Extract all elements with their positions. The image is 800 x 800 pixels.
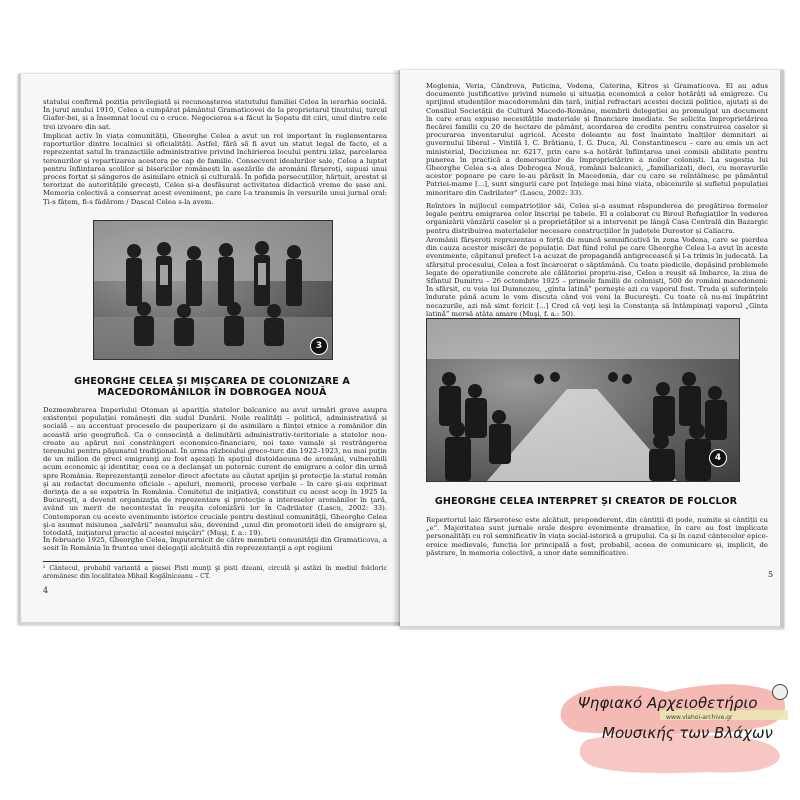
right-paragraph-3: Aromânii fărșeroți reprezentau o forță de muncă semnificativă în zona Vodena, care se pierdea din cauza acestor mișcări de populație. Dat fiind rolul pe care Gheorghe Celea l-a avut în aceste evenimente, căpitanul prefect l-a acuzat de propagandă antigrecească și l-a trimis în judecată. La sfârșitul procesului, Celea a fost încarcerat o săptămână. Cu toate piedicile, depășind problemele legate de operațiunile concrete ale călătoriei propriu-zise, Celea a reușit să îmbarce, la ziua de Sfântul Dumitru – 26 octombrie 1925 – primele familii de coloniști, 500 de români macedoneni: În sfârșit, cu voia lui Dumnezeu, „ginta latină” porneşte azi cu vaporul fost. Truda şi suferinţele îndurate până acum le vom discuta când voi veni la Bucureşti. Cu toate că nu-mi împătrint necazurile, azi mă simt fericit [...] Cred că veţi ieşi la Constanţa să întâmpinaţi vaporul „Ginta latină” mersă atâta amare (Muşi, f. a.: 50). — [426, 236, 768, 318]
photo-4-figures — [427, 319, 739, 481]
right-paragraph-2: Reîntors în mijlocul compatrioților săi, Celea și-a asumat răspunderea de pregătirea formelor legale pentru emigrarea celor înscriși pe tabele. El a colaborat cu Biroul Refugiaților în vederea organizării vânzării caselor și a proprietăților și a intervenit pe lângă Casa Centrală din Bazargic pentru distribuirea materialelor necesare construcțiilor în județele Durostor și Caliacra. — [426, 202, 768, 235]
photo-3-group-portrait — [93, 220, 333, 360]
right-paragraph-1: Meglenia, Veria, Cândrova, Paticina, Vodena, Caterina, Kitros și Gramaticova. El au adus documente justificative privind numele și situația economică a celor hotărâți să emigreze. Cu sprijinul studenților macedoromâni din țară, inițial refractari acestei decizii politice, ajutați și de Consiliul Societății de Cultură Macedo-Române, membrii delegației au promulgat un document în care erau expuse necesitățile materiale și financiare imediate. Se solicita împroprietărirea fiecărei familii cu 20 de hectare de pământ, acordarea de credite pentru construirea caselor și procurarea inventarului agricol. Aceste doleanțe au fost înaintate înalților demnitari ai guvernului liberal – Vintilă I. C. Brătianu, I. G. Duca, Al. Constantinescu – care au emis un act ministerial, Deciziunea nr. 6217, prin care s-a hotărât înființarea unei comisii abilitate pentru punerea în practică a demersurilor de împroprietărire a noilor coloniști. La sugestia lui Gheorghe Celea s-a ales Dobrogea Nouă, românii balcanici, „familiarizați, deci, cu moravurile acestor popoare pe care le-au părăsit în Macedonia, dar cu care se reîntâlnesc pe pământul Patriei-mame [...], sunt singurii care pot înțelege mai bine viața, obiceiurile și sufletul populației minoritare din Cadrilater” (Lascu, 2002: 33). — [426, 82, 768, 197]
archive-watermark — [556, 674, 794, 784]
right-section-heading: GHEORGHE CELEA INTERPRET ȘI CREATOR DE FOLCLOR — [434, 496, 738, 507]
left-footnote: ² Cântecul, probabil variantă a piesei Pisti munţi şi pisti dzeani, circulă şi astăzi în mediul folcloric aromânesc din localitatea Mihail Kogălniceanu – CT. — [43, 565, 387, 580]
left-paragraph-2: Implicat activ în viața comunității, Gheorghe Celea a avut un rol important în reglementarea raporturilor dintre localnici și oficialități. Astfel, fără să fi avut un statut legal de facto, el a reprezentat satul în tranzacțiile administrative privind închirierea locului pentru izlaz, parcelarea terenurilor și repartizarea acestora pe cap de familie. Consecvent idealurilor sale, Celea a luptat pentru înființarea școlilor și bisericilor românești în așezările de aromâni fărșeroți, supuși unui proces forțat și sângeros de asimilare etnică și culturală. În pofida persecuțiilor, hărțuit, arestat și terorizat de autoritățile grecești, Celea și-a desfășurat activitatea didactică vreme de șase ani. Memoria colectivă a conservat acest eveniment, pe care l-a transmis în versurile unui jurnal oral: Ți-s fâțem, fi-s fâdărom / Dascal Celea s-la avem. — [43, 132, 387, 206]
left-paragraph-1: statului confirmă poziția privilegiată și recunoașterea statutului familiei Celea în ierarhia socială. În jurul anului 1910, Celea a cumpărat pământul Gramaticovei de la proprietarul ținutului, turcul Giafer-bei, și a însemnat locul cu o cruce. Negocierea s-a făcut la Șopatu dit ciiri, unul dintre cele trei izvoare din sat. — [43, 98, 387, 131]
left-paragraph-3: Dezmembrarea Imperiului Otoman și apariția statelor balcanice au avut urmări grave asupra existenței populației românești din sudul Dunării. Noile realități – politică, administrativă și socială – au accentuat procesele de pauperizare și de asimilare a ființei etnice a românilor din această arie geografică. Ca o consecință a delimitării administrativ-teritoriale a statelor nou-create au apărut noi constrângeri economico-financiare, noi taxe vamale și restrângerea terenului pentru păşunatul tradiţional. În urma războiului greco-turc din 1922–1923, nu mai puţin de un milion de greci emigranţi au fost aşezaţi în spaţiul distoidaeuna de aromâni, vulnerabili acum economic şi identitar, ceea ce a declanşat un puternic curent de emigrare a celor din urmă spre România. Reprezentanţii zonelor direct afectate au căutat sprijin şi protecţie la statul român şi au redactat documente oficiale – apeluri, memorii, procese verbale – în care şi-au exprimat dorinţa de a se expatria în România. Comitetul de iniţiativă, constituit cu acest scop în 1925 la Bucureşti, a devenit organizaţia de reprezentare şi protecţie a intereselor aromânilor în ţară, având un merit de necontestat în reuşita colonizării lor în Cadrilater (Lascu, 2002: 33). Contemporan cu aceste evenimente istorice cruciale pentru destinul comunităţii, Gheorghe Celea şi-a asumat misiunea „salvării” neamului său, devenind „unul din promotorii ideii de emigrare şi, totodată, iniţiatorul practic al acestei mişcări” (Muşi, f. a.: 19). — [43, 406, 387, 538]
photo-4-number-badge: 4 — [709, 449, 727, 467]
right-book-page — [400, 70, 784, 629]
left-paragraph-4: În februarie 1925, Gheorghe Celea, împuternicit de către membrii comunităţii din Gramaticova, a sosit în România în fruntea unei delegaţii alcătuită din reprezentanţii a opt regiuni — [43, 536, 387, 553]
watermark-url: www.vlahoi-archive.gr — [666, 714, 733, 721]
left-page-number: 4 — [43, 586, 49, 595]
footnote-divider — [43, 561, 153, 562]
left-section-heading: GHEORGHE CELEA ȘI MIȘCAREA DE COLONIZARE A MACEDOROMÂNILOR ÎN DOBROGEA NOUĂ — [74, 376, 350, 398]
photo-3-number-badge: 3 — [310, 337, 328, 355]
right-page-number: 5 — [768, 570, 774, 579]
photo-3-figures — [94, 221, 332, 359]
left-book-page — [18, 74, 403, 625]
watermark-title-line-2: Μουσικής των Βλάχων — [602, 724, 773, 742]
right-paragraph-4: Repertoriul laic fărșerotesc este alcătuit, preponderent, din cântiții di pode, numite și cântiții cu „e”. Majoritatea sunt jurnale orale despre evenimente dramatice, în care au fost implicate personalități cu rol semnificativ în viața social-istorică a grupului. Ca și în cazul cântecelor epice-eroice medievale, funcția lor principală a fost, probabil, aceea de comunicare și, implicit, de păstrare, în memoria colectivă, a unor date semnificative. — [426, 516, 768, 557]
archive-logo-icon — [772, 684, 788, 700]
watermark-title-line-1: Ψηφιακό Αρχειοθετήριο — [578, 694, 758, 712]
photo-4-banquet — [426, 318, 740, 482]
